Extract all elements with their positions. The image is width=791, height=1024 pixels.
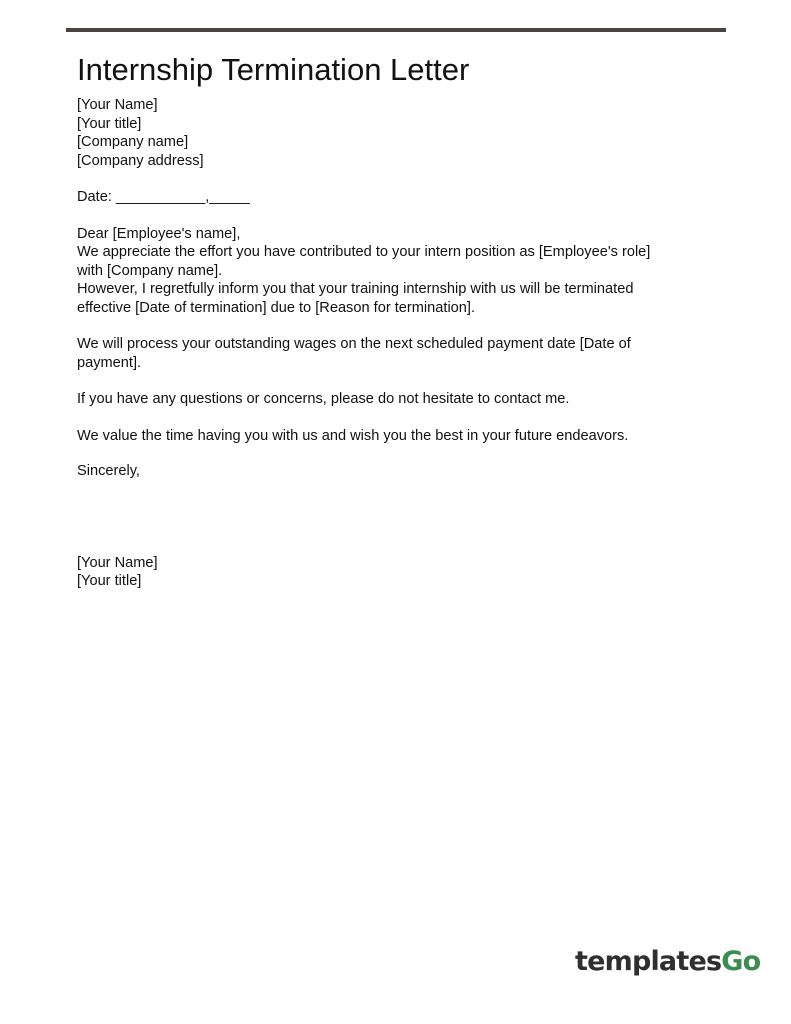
- signature-title: [Your title]: [77, 573, 142, 589]
- logo-text-go: Go: [721, 946, 761, 977]
- sender-title: [Your title]: [77, 115, 142, 132]
- paragraph-1-line: We appreciate the effort you have contributed to your intern position as [Employee's role]: [77, 244, 651, 260]
- sender-block: [77, 96, 717, 170]
- paragraph-2-line: payment].: [77, 354, 142, 371]
- signature-block: [77, 554, 717, 591]
- paragraph-1-line: effective [Date of termination] due to [Reason for termination].: [77, 299, 476, 316]
- sender-company-name: [Company name]: [77, 134, 189, 150]
- date-line: Date: ___________,_____: [77, 189, 250, 205]
- paragraph-3: If you have any questions or concerns, please do not hesitate to contact me.: [77, 391, 570, 407]
- logo-text-templates: templates: [575, 946, 722, 977]
- paragraph-1-line: However, I regretfully inform you that your training internship with us will be terminated: [77, 281, 634, 297]
- sender-company-address: [Company address]: [77, 152, 204, 169]
- salutation: Dear [Employee's name],: [77, 225, 241, 242]
- closing: Sincerely,: [77, 463, 140, 479]
- paragraph-2: [77, 335, 717, 372]
- paragraph-1-line: with [Company name].: [77, 262, 223, 279]
- paragraph-2-line: We will process your outstanding wages on the next scheduled payment date [Date of: [77, 336, 631, 352]
- paragraph-1: [77, 243, 717, 317]
- top-rule: [66, 28, 726, 32]
- paragraph-4: We value the time having you with us and wish you the best in your future endeavors.: [77, 427, 629, 444]
- letter-body: [77, 50, 717, 591]
- templatesgo-logo: [575, 944, 760, 980]
- sender-name: [Your Name]: [77, 97, 158, 113]
- letter-title: Internship Termination Letter: [77, 52, 470, 87]
- signature-name: [Your Name]: [77, 554, 158, 571]
